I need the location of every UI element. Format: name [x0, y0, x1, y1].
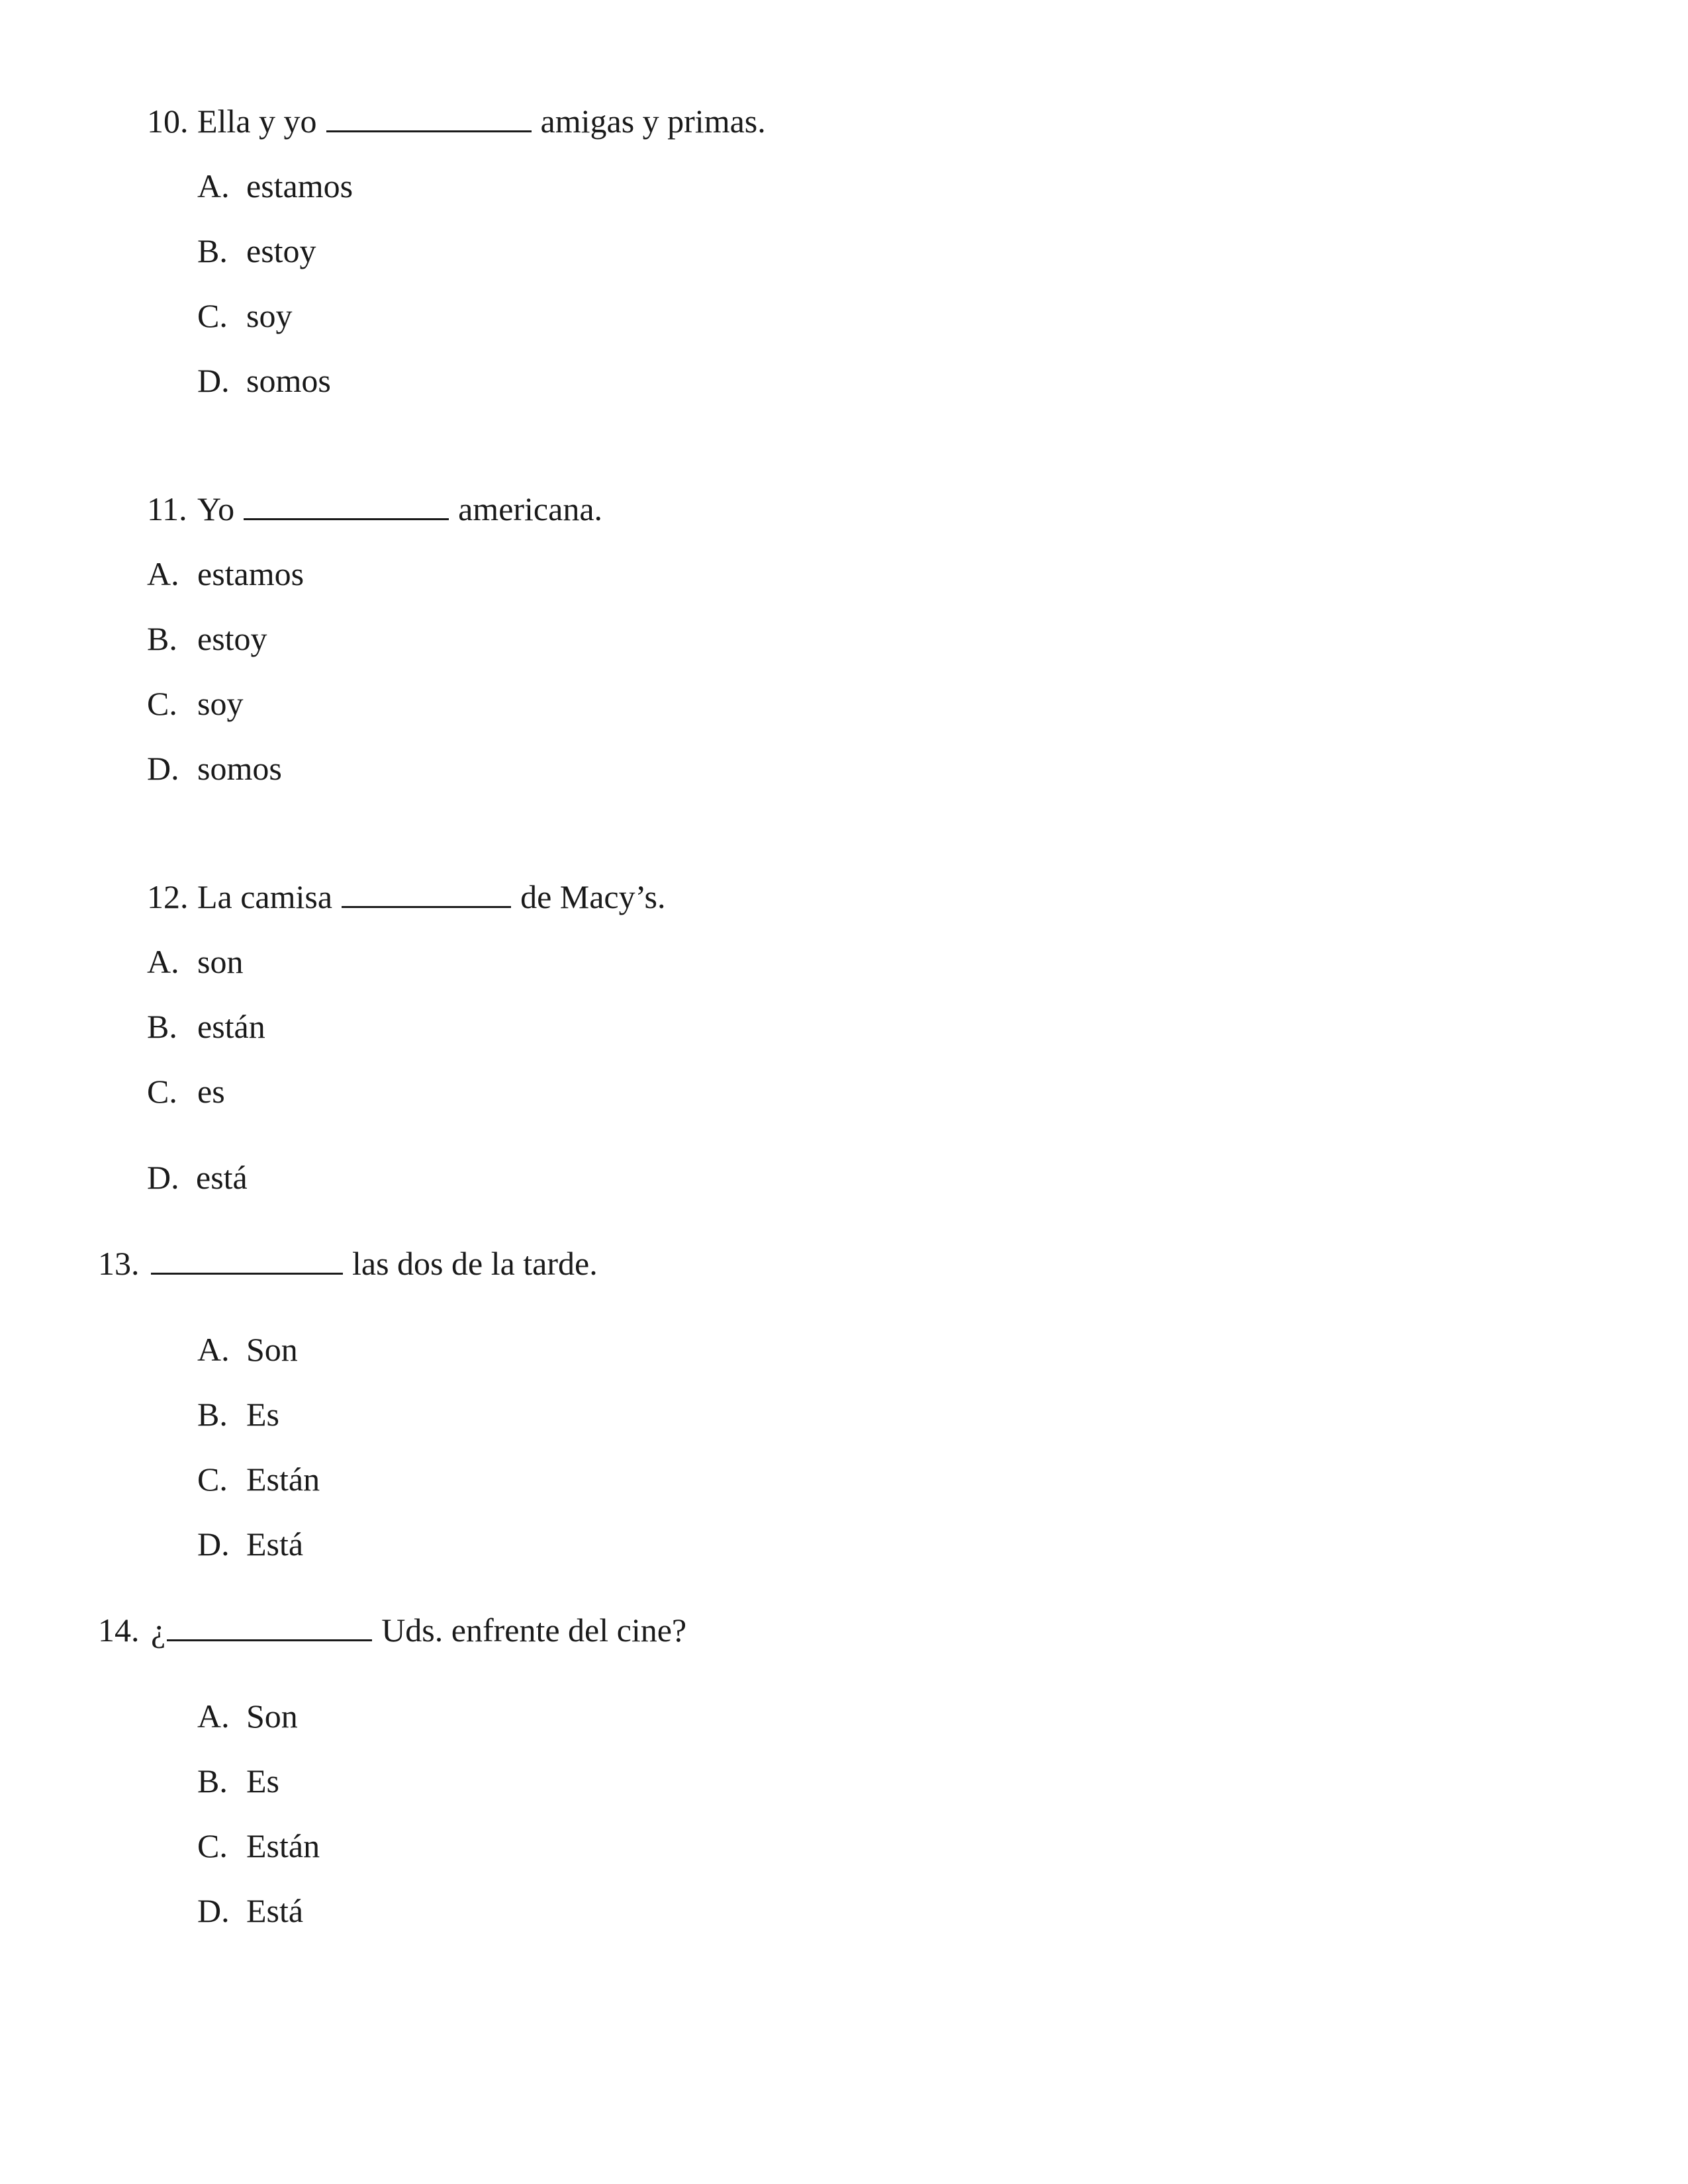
option-letter: A. — [197, 167, 230, 205]
answer-blank — [342, 881, 511, 908]
option-letter: D. — [197, 1525, 230, 1563]
option-text: Están — [246, 1827, 320, 1864]
option-text: Es — [246, 1762, 279, 1799]
option-letter: C. — [147, 1073, 177, 1110]
option-letter: B. — [147, 620, 177, 657]
question-text-before: Ella y yo — [197, 103, 317, 140]
option-text: soy — [197, 685, 244, 722]
option-letter: D. — [197, 1892, 230, 1929]
question-text-after: amigas y primas. — [540, 103, 766, 140]
option-letter: B. — [197, 232, 228, 269]
question-text — [197, 880, 665, 913]
option-letter: A. — [197, 1698, 230, 1735]
option-text: Son — [246, 1698, 298, 1735]
option-text: Es — [246, 1396, 279, 1433]
option-letter: D. — [147, 1159, 179, 1196]
option-text: son — [197, 943, 244, 980]
option-text: están — [197, 1008, 265, 1045]
option-letter: D. — [147, 750, 179, 787]
question-text-before: La camisa — [197, 878, 333, 915]
question-text-after: las dos de la tarde. — [352, 1245, 598, 1282]
option-text: somos — [246, 362, 331, 399]
question-number: 12. — [147, 878, 189, 915]
option-letter: D. — [197, 362, 230, 399]
option-text: estamos — [197, 555, 305, 592]
option-text: Están — [246, 1461, 320, 1498]
question-number: 11. — [147, 490, 187, 527]
option-letter: B. — [197, 1762, 228, 1799]
option-text: es — [197, 1073, 225, 1110]
option-letter: C. — [147, 685, 177, 722]
option-letter: C. — [197, 297, 228, 334]
option-text: estamos — [246, 167, 353, 205]
option-text: Son — [246, 1331, 298, 1368]
option-letter: A. — [147, 555, 179, 592]
question-text-after: de Macy’s. — [520, 878, 666, 915]
question-number: 13. — [98, 1245, 140, 1282]
option-text: soy — [246, 297, 293, 334]
answer-blank — [151, 1248, 343, 1275]
question-text — [142, 1247, 598, 1280]
option-text: somos — [197, 750, 282, 787]
option-text: Está — [246, 1525, 304, 1563]
option-letter: C. — [197, 1461, 228, 1498]
question-text-before: ¿ — [151, 1612, 166, 1649]
option-text: está — [196, 1159, 248, 1196]
answer-blank — [244, 493, 449, 520]
option-letter: C. — [197, 1827, 228, 1864]
option-letter: A. — [147, 943, 179, 980]
question-number: 10. — [147, 103, 189, 140]
question-text — [197, 105, 766, 138]
question-text — [151, 1614, 686, 1647]
question-text-after: Uds. enfrente del cine? — [381, 1612, 687, 1649]
question-number: 14. — [98, 1612, 140, 1649]
option-letter: A. — [197, 1331, 230, 1368]
option-letter: B. — [197, 1396, 228, 1433]
option-text: Está — [246, 1892, 304, 1929]
answer-blank — [167, 1614, 372, 1641]
answer-blank — [326, 105, 532, 132]
question-text — [197, 492, 602, 525]
option-text: estoy — [246, 232, 316, 269]
option-text: estoy — [197, 620, 267, 657]
question-text-before: Yo — [197, 490, 235, 527]
option-letter: B. — [147, 1008, 177, 1045]
question-text-after: americana. — [458, 490, 603, 527]
